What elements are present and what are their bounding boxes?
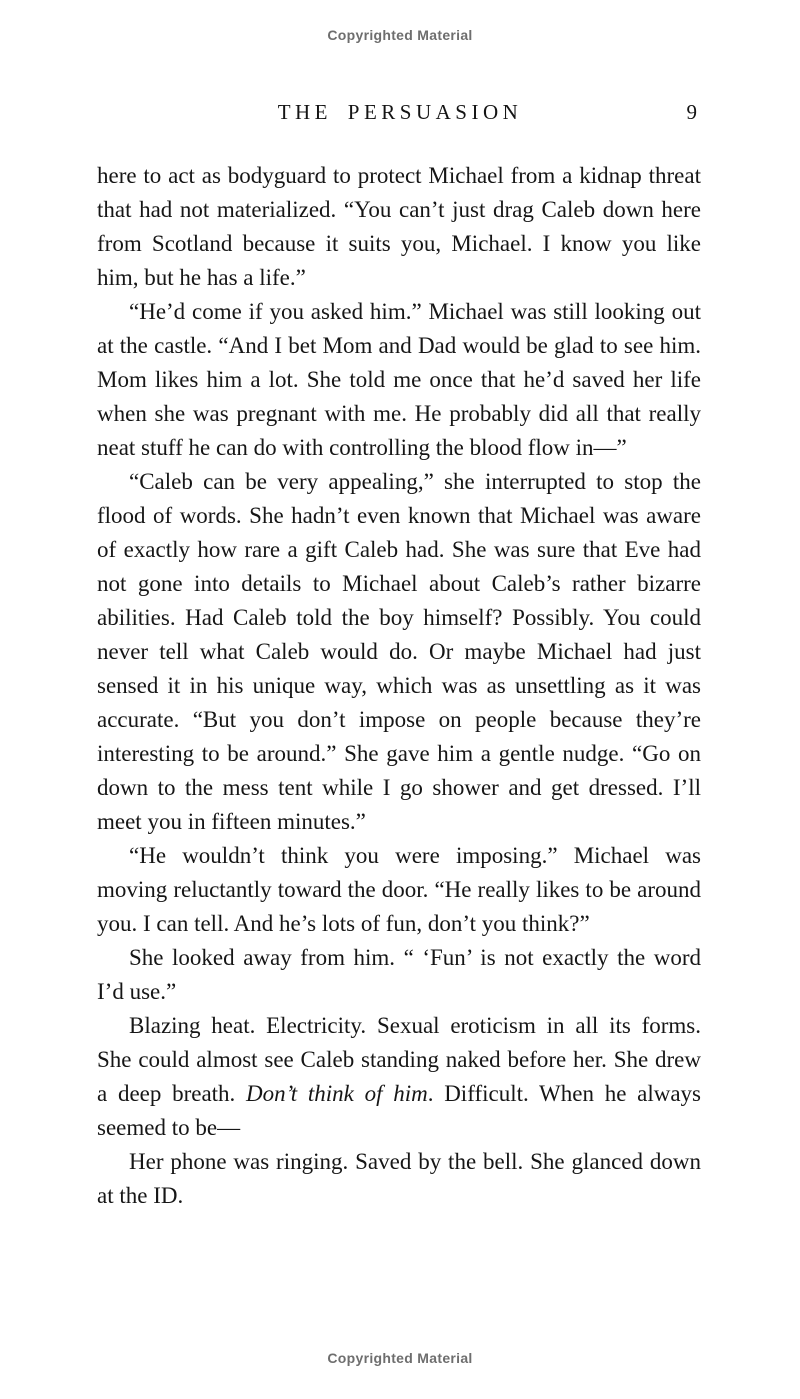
body-text <box>97 159 701 1213</box>
text-run: She looked away from him. “ ‘Fun’ is not exactly the word I’d use.” <box>97 945 701 1004</box>
page-number: 9 <box>686 100 697 124</box>
paragraph <box>97 295 701 465</box>
text-run: “He wouldn’t think you were imposing.” Michael was moving reluctantly toward the door. “He really likes to be around you. I can tell. And he’s lots of fun, don’t you think?” <box>97 843 701 936</box>
text-run: Blazing heat. Electricity. Sexual eroticism in all its forms. She could almost see Caleb standing naked before her. She drew a deep breath. <box>97 1013 701 1106</box>
paragraph <box>97 941 701 1009</box>
page-header <box>0 100 800 125</box>
paragraph <box>97 465 701 839</box>
italic-text-run: Don’t think of him <box>246 1081 428 1106</box>
paragraph <box>97 1009 701 1145</box>
text-run: Her phone was ringing. Saved by the bell. She glanced down at the ID. <box>97 1149 701 1208</box>
copyright-notice-top: Copyrighted Material <box>327 27 473 43</box>
text-run: “He’d come if you asked him.” Michael was still looking out at the castle. “And I bet Mom and Dad would be glad to see him. Mom likes him a lot. She told me once that he’d saved her life when she was pregnant with me. He probably did all that really neat stuff he can do with controlling the blood flow in—” <box>97 299 701 460</box>
paragraph <box>97 159 701 295</box>
text-run: here to act as bodyguard to protect Michael from a kidnap threat that had not materialized. “You can’t just drag Caleb down here from Scotland because it suits you, Michael. I know you like him, but he has a life.” <box>97 163 701 290</box>
paragraph <box>97 1145 701 1213</box>
running-head: THE PERSUASION <box>277 100 523 124</box>
text-run: . Difficult. When he always seemed to be— <box>97 1081 701 1140</box>
paragraph <box>97 839 701 941</box>
copyright-notice-bottom: Copyrighted Material <box>327 1350 473 1366</box>
text-run: “Caleb can be very appealing,” she interrupted to stop the flood of words. She hadn’t even known that Michael was aware of exactly how rare a gift Caleb had. She was sure that Eve had not gone into details to Michael about Caleb’s rather bizarre abilities. Had Caleb told the boy himself? Possibly. You could never tell what Caleb would do. Or maybe Michael had just sensed it in his unique way, which was as unsettling as it was accurate. “But you don’t impose on people because they’re interesting to be around.” She gave him a gentle nudge. “Go on down to the mess tent while I go shower and get dressed. I’ll meet you in fifteen minutes.” <box>97 469 701 834</box>
